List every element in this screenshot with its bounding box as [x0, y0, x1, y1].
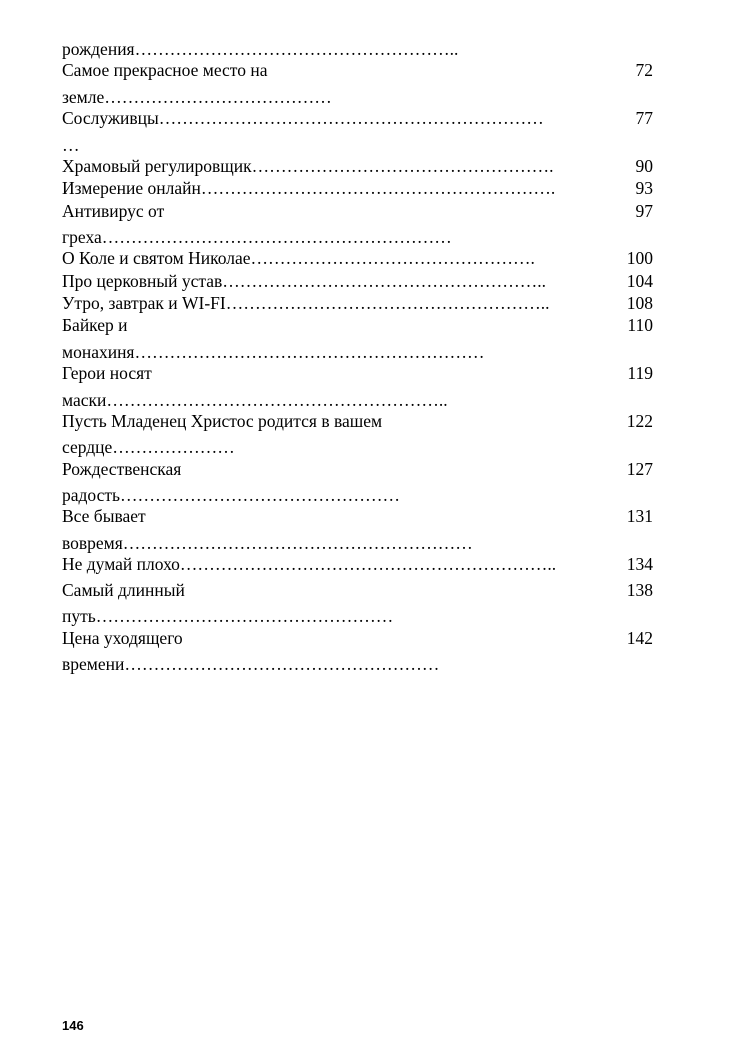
toc-entry-title-continued: земле………………………………… [62, 87, 332, 107]
toc-entry-page: 97 [635, 201, 653, 221]
toc-entry-page: 90 [635, 156, 653, 176]
toc-entry-page: 72 [635, 60, 653, 80]
toc-entry-title: Не думай плохо……………………………………………………….. [62, 554, 557, 574]
toc-entry-title: Про церковный устав……………………………………………….. [62, 271, 547, 291]
toc-entry-title-continued: сердце………………… [62, 437, 235, 457]
toc-entry-title: Герои носят [62, 363, 152, 383]
toc-entry-page: 104 [626, 271, 653, 291]
toc-entry-page: 100 [626, 248, 653, 268]
toc-entry-title: Пусть Младенец Христос родится в вашем [62, 411, 383, 431]
toc-entry-title-continued: времени……………………………………………… [62, 654, 440, 674]
toc-entry-title: Рождественская [62, 459, 182, 479]
toc-entry-page: 93 [635, 178, 653, 198]
toc-entry-title: Сослуживцы………………………………………………………… [62, 108, 544, 128]
toc-entry-title: Все бывает [62, 506, 146, 526]
toc-entry-title-continued: маски………………………………………………….. [62, 390, 448, 410]
toc-entry-title-continued: … [62, 135, 80, 155]
toc-entry-title-continued: монахиня…………………………………………………… [62, 342, 485, 362]
toc-entry-page: 110 [627, 315, 653, 335]
toc-entry-title-continued: греха…………………………………………………… [62, 227, 452, 247]
toc-entry-page: 77 [635, 108, 653, 128]
toc-entry-page: 119 [627, 363, 653, 383]
toc-entry-title: Утро, завтрак и WI-FI……………………………………………….. [62, 293, 550, 313]
toc-entry-title: О Коле и святом Николае…………………………………………. [62, 248, 535, 268]
toc-entry-title-continued: путь…………………………………………… [62, 606, 394, 626]
toc-entry-title: Байкер и [62, 315, 128, 335]
toc-entry-title-continued: радость………………………………………… [62, 485, 401, 505]
toc-entry-title-continued: вовремя…………………………………………………… [62, 533, 473, 553]
toc-entry-page: 131 [626, 506, 653, 526]
toc-entry-title: рождения……………………………………………….. [62, 39, 459, 59]
toc-entry-page: 134 [626, 554, 653, 574]
toc-entry-title: Храмовый регулировщик……………………………………………. [62, 156, 554, 176]
toc-entry-title: Самый длинный [62, 580, 185, 600]
toc-entry-page: 122 [626, 411, 653, 431]
toc-entry-page: 127 [626, 459, 653, 479]
toc-entry-page: 108 [626, 293, 653, 313]
toc-entry-title: Цена уходящего [62, 628, 183, 648]
toc-entry-title: Антивирус от [62, 201, 165, 221]
toc-entry-page: 138 [626, 580, 653, 600]
toc-entry-title: Измерение онлайн……………………………………………………. [62, 178, 556, 198]
page-number: 146 [62, 1018, 84, 1033]
toc-entry-title: Самое прекрасное место на [62, 60, 268, 80]
toc-entry-page: 142 [626, 628, 653, 648]
